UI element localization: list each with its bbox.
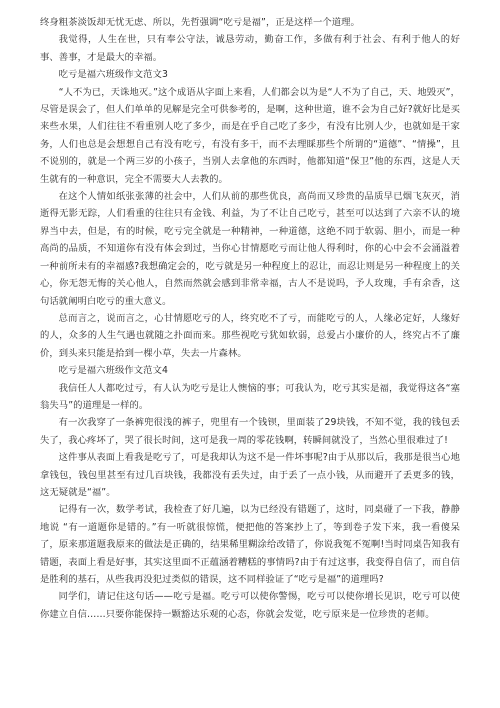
paragraph-1: 终身粗茶淡饭却无忧无虑、所以，先哲强调“吃亏是福”，正是这样一个道理。 bbox=[40, 17, 360, 28]
paragraph-5: 总而言之，说而言之，心甘情愿吃亏的人，终究吃不了亏，而能吃亏的人，人缘必定好，人缘好的人，众多的人生气遇也就随之扑面而来。那些视吃亏犹如软弱，总爱占小廉价的人，终究占不了廉价，到头来只能是拾到一棵小草，失去一片森林。 bbox=[40, 312, 460, 359]
section-heading-3: 吃亏是福六班级作文范文3 bbox=[58, 69, 168, 81]
paragraph-4: 在这个人情如纸张张薄的社会中，人们从前的那些优良，高尚而又珍贵的品质早已烟飞灰灭，消逝得无影无踪，人们看重的往往只有金钱、利益，为了不让自己吃亏，甚至可以达到了六亲不认的境界当中去，但是，有的时候，吃亏完全就是一种精神，一种道德，这绝不同于软弱、胆小，而是一种高尚的品质，不知道你有没有体会到过，当你心甘情愿吃亏而让他人得利时，你的心中会不会涌溢着一种前所未有的幸福感?我想确定会的，吃亏就是另一种程度上的忍让，而忍让则是另一种程度上的关心，你无怨无悔的关心他人，自然而然就会感到非常幸福，古人不是说吗，予人玫瑰，手有余香，这句话就阐明白吃亏的重大意义。 bbox=[40, 191, 460, 307]
paragraph-8: 这件事从表面上看我是吃亏了，可是我却认为这不是一件坏事呢?由于从那以后，我那是很当心地拿钱包，钱包里甚至有过几百块钱，我都没有丢失过，由于丢了一点小钱，从而避开了丢更多的钱，这无疑就是“福”。 bbox=[40, 452, 460, 498]
paragraph-2: 我觉得，人生在世，只有奉公守法，诚恳劳动，勤奋工作，多做有利于社会、有利于他人的好事、善事，才是最大的幸福。 bbox=[40, 34, 460, 63]
section-heading-4: 吃亏是福六班级作文范文4 bbox=[58, 365, 168, 377]
paragraph-7: 有一次我穿了一条裤兜很浅的裤子，兜里有一个钱钡，里面装了29块钱，不知不觉，我的钱包丢失了，我心疼坏了，哭了很长时间，这可是我一周的零花钱啊，转瞬间就没了，当然心里很难过了! bbox=[40, 417, 460, 446]
paragraph-6: 我信任人人都吃过亏，有人认为吃亏是让人懊恼的事；可我认为，吃亏其实是福，我觉得这各“塞翁失马”的道理是一样的。 bbox=[40, 382, 460, 411]
paragraph-10: 同学们，请记住这句话——吃亏是福。吃亏可以使你警惕，吃亏可以使你增长见识，吃亏可以使你建立自信……只要你能保持一颗豁达乐观的心态，你就会发觉，吃亏原来是一位珍贵的老师。 bbox=[40, 591, 460, 620]
paragraph-3: “人不为已，天诛地灭。”这个成语从字面上来看，人们都会以为是“人不为了自己，天、地毁灭”，尽管是误会了，但人们单单的见解是完全可供参考的，是啊，这种世道，谁不会为自己好?就好比是买来些水果，人们往往不看重别人吃了多少，而是在乎自己吃了多少，有没有比别人少，也就如是干家务，人们也总是会想想自己有没有吃亏，有没有多干，而不去理睬那些个所谓的“道德”、“情操”，且不说别的，就是一个两三岁的小孩子，当别人去拿他的东西时，他都知道“保卫”他的东西，这是人天生就有的一种意识，完全不需要大人去教的。 bbox=[40, 86, 460, 185]
paragraph-9: 记得有一次，数学考试，我检查了好几遍，以为已经没有错题了，这时，同桌碰了一下我，静静地说 “有一道题你是错的。”有一听就很惊慌，便把他的答案抄上了，等到卷子发下来，我一看傻呆了，原来那道题我原来的做法是正确的，结果稀里糊涂给改错了，你说我冤不冤啊!当时同桌告知我有错题，表面上看是好事，其实这里面不正蕴涵着糟糕的事情吗?由于有过这事，我变得自信了，而自信是胜利的基石，从些我再没犯过类似的错误，这不同样验证了“吃亏是福”的道理吗? bbox=[40, 504, 460, 585]
